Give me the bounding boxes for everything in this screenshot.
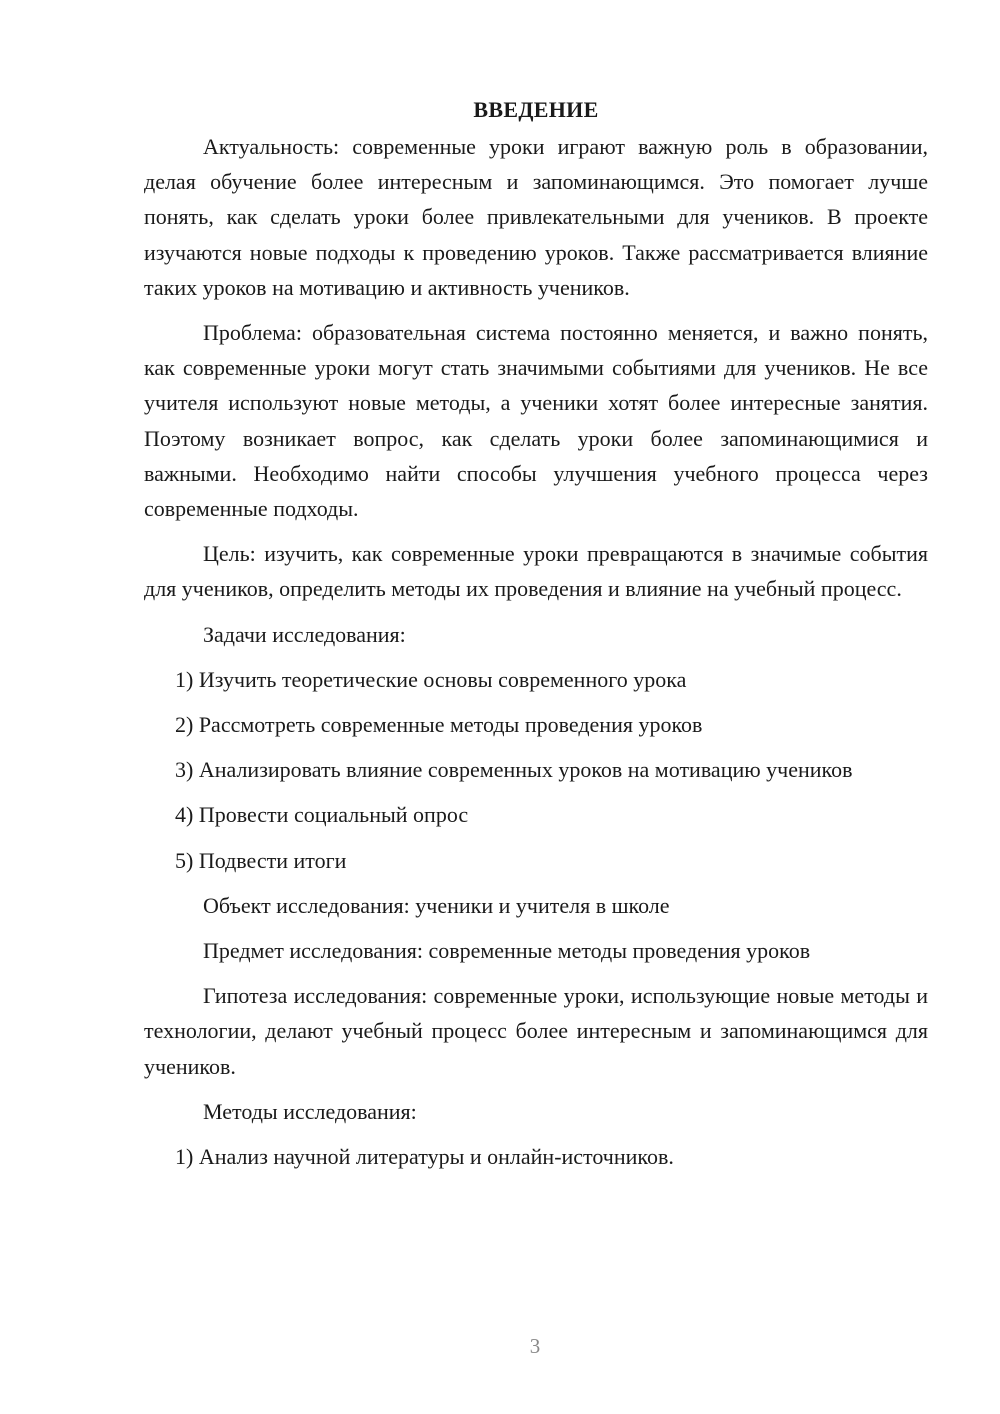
document-page <box>144 92 928 1184</box>
hypothesis-paragraph: Гипотеза исследования: современные уроки, использующие новые методы и технологии, делают учебный процесс более интересным и запоминающимся для учеников. <box>144 983 928 1079</box>
goal-paragraph: Цель: изучить, как современные уроки превращаются в значимые события для учеников, определить методы их проведения и влияние на учебный процесс. <box>144 541 928 602</box>
methods-heading: Методы исследования: <box>203 1098 417 1124</box>
task-item: 5) Подвести итоги <box>175 847 347 873</box>
task-item: 3) Анализировать влияние современных уроков на мотивацию учеников <box>175 757 853 783</box>
problem-paragraph: Проблема: образовательная система постоянно меняется, и важно понять, как современные уроки могут стать значимыми событиями для учеников. Не все учителя используют новые методы, а ученики хотят более интересные занятия. Поэтому возникает вопрос, как сделать уроки более запоминающимися и важными. Необходимо найти способы улучшения учебного процесса через современные подходы. <box>144 320 928 522</box>
page-title: ВВЕДЕНИЕ <box>473 97 599 122</box>
object-paragraph: Объект исследования: ученики и учителя в школе <box>203 892 670 918</box>
relevance-paragraph: Актуальность: современные уроки играют важную роль в образовании, делая обучение более интересным и запоминающимся. Это помогает лучше понять, как сделать уроки более привлекательными для учеников. В проекте изучаются новые подходы к проведению уроков. Также рассматривается влияние таких уроков на мотивацию и активность учеников. <box>144 134 928 300</box>
tasks-heading: Задачи исследования: <box>203 621 406 647</box>
task-item: 1) Изучить теоретические основы современного урока <box>175 666 687 692</box>
method-item: 1) Анализ научной литературы и онлайн-источников. <box>175 1144 674 1170</box>
page-number: 3 <box>529 1334 541 1358</box>
task-item: 4) Провести социальный опрос <box>175 802 469 828</box>
subject-paragraph: Предмет исследования: современные методы проведения уроков <box>203 938 811 964</box>
task-item: 2) Рассмотреть современные методы проведения уроков <box>175 712 703 738</box>
